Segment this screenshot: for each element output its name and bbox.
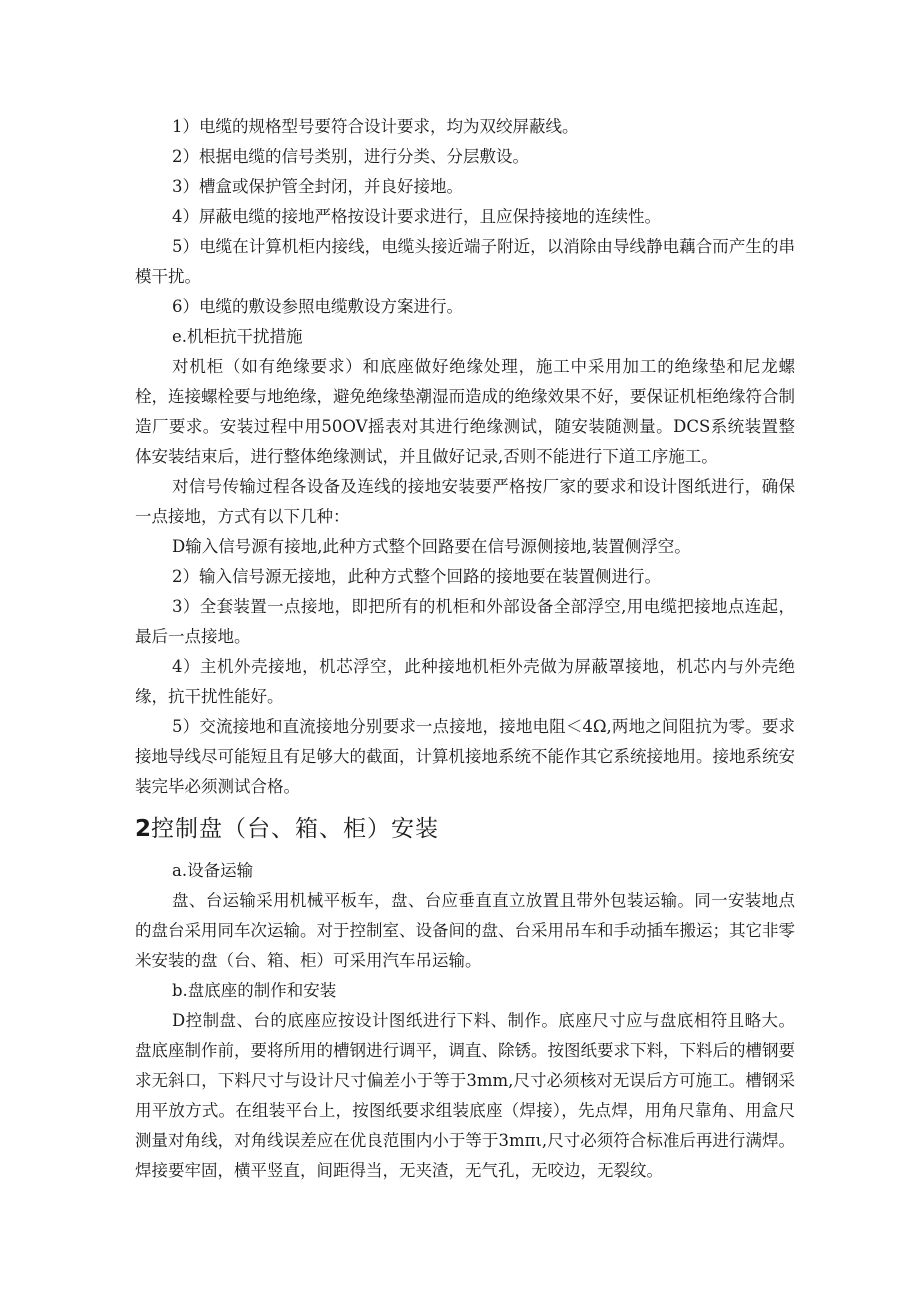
section-heading	[135, 808, 795, 850]
grounding-item-3: 3）全套装置一点接地，即把所有的机柜和外部设备全部浮空,用电缆把接地点连起，最后一点接地。	[135, 597, 795, 646]
subheading-equipment-transport: a.设备运输	[172, 861, 254, 880]
grounding-item-1: D输入信号源有接地,此种方式整个回路要在信号源侧接地,装置侧浮空。	[172, 537, 691, 556]
paragraph-base-fabrication: D控制盘、台的底座应按设计图纸进行下料、制作。底座尺寸应与盘底相符且略大。盘底座制作前，要将所用的槽钢进行调平，调直、除锈。按图纸要求下料，下料后的槽钢要求无斜口，下料尺寸与设计尺寸偏差小于等于3mm,尺寸必须核对无误后方可施工。槽钢采用平放方式。在组装平台上，按图纸要求组装底座（焊接），先点焊，用角尺靠角、用盒尺测量对角线，对角线误差应在优良范围内小于等于3mπι,尺寸必须符合标准后再进行满焊。焊接要牢固，横平竖直，间距得当，无夹渣，无气孔，无咬边，无裂纹。	[135, 1011, 795, 1180]
section-title: 控制盘（台、箱、柜）安装	[151, 816, 440, 842]
subheading-cabinet-interference: e.机柜抗干扰措施	[172, 327, 303, 346]
paragraph-transport: 盘、台运输采用机械平板车，盘、台应垂直直立放置且带外包装运输。同一安装地点的盘台采用同车次运输。对于控制室、设备间的盘、台采用吊车和手动插车搬运；其它非零米安装的盘（台、箱、柜）可采用汽车吊运输。	[135, 891, 795, 970]
paragraph-cabinet-insulation: 对机柜（如有绝缘要求）和底座做好绝缘处理，施工中采用加工的绝缘垫和尼龙螺栓，连接螺栓要与地绝缘，避免绝缘垫潮湿而造成的绝缘效果不好，要保证机柜绝缘符合制造厂要求。安装过程中用50OV摇表对其进行绝缘测试，随安装随测量。DCS系统装置整体安装结束后，进行整体绝缘测试，并且做好记录,否则不能进行下道工序施工。	[135, 357, 795, 466]
paragraph-grounding-intro: 对信号传输过程各设备及连线的接地安装要严格按厂家的要求和设计图纸进行，确保一点接地，方式有以下几种：	[135, 477, 795, 526]
section-number: 2	[135, 816, 152, 842]
cable-item-6: 6）电缆的敷设参照电缆敷设方案进行。	[172, 297, 463, 316]
cable-item-2: 2）根据电缆的信号类别，进行分类、分层敷设。	[172, 147, 529, 166]
grounding-item-2: 2）输入信号源无接地，此种方式整个回路的接地要在装置侧进行。	[172, 567, 661, 586]
cable-item-3: 3）槽盒或保护管全封闭，并良好接地。	[172, 177, 463, 196]
grounding-item-4: 4）主机外壳接地，机芯浮空，此种接地机柜外壳做为屏蔽罩接地，机芯内与外壳绝缘，抗干扰性能好。	[135, 657, 795, 706]
document-body	[135, 112, 795, 1186]
subheading-base-fabrication: b.盘底座的制作和安装	[172, 981, 337, 1000]
grounding-item-5: 5）交流接地和直流接地分别要求一点接地，接地电阻＜4Ω,两地之间阻抗为零。要求接地导线尽可能短且有足够大的截面，计算机接地系统不能作其它系统接地用。接地系统安装完毕必须测试合格。	[135, 717, 795, 796]
cable-item-1: 1）电缆的规格型号要符合设计要求，均为双绞屏蔽线。	[172, 117, 579, 136]
cable-item-5: 5）电缆在计算机柜内接线，电缆头接近端子附近，以消除由导线静电藕合而产生的串模干扰。	[135, 237, 795, 286]
cable-item-4: 4）屏蔽电缆的接地严格按设计要求进行，且应保持接地的连续性。	[172, 207, 661, 226]
